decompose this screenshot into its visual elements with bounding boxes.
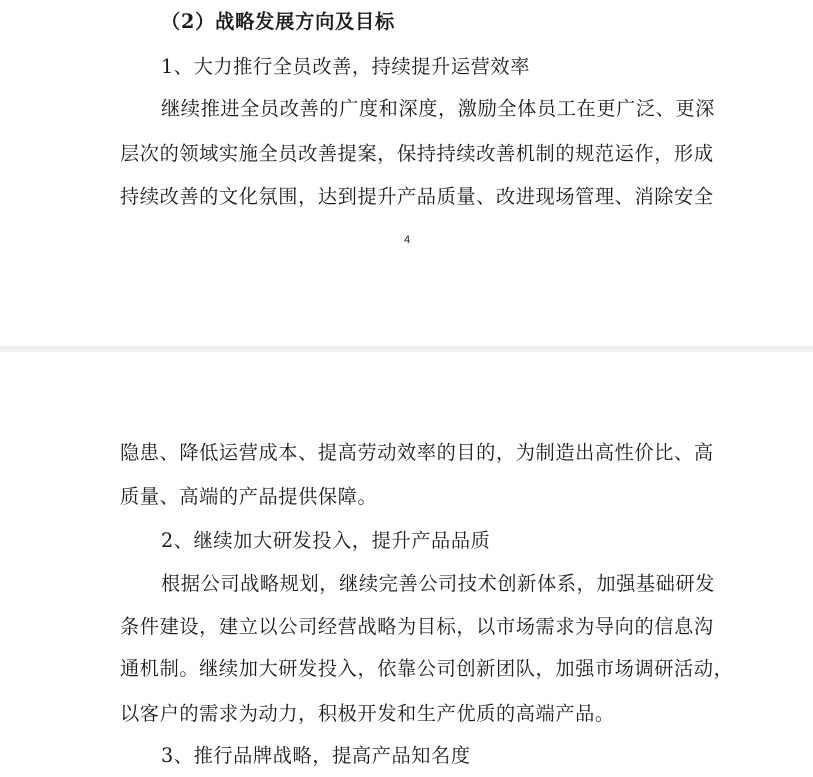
paragraph-1-line-3: 持续改善的文化氛围，达到提升产品质量、改进现场管理、消除安全 xyxy=(120,185,714,208)
paragraph-1-line-1: 继续推进全员改善的广度和深度，激励全体员工在更广泛、更深 xyxy=(161,97,716,120)
paragraph-1-line-5: 质量、高端的产品提供保障。 xyxy=(120,485,378,508)
page-number: 4 xyxy=(404,234,411,246)
document-page-4 xyxy=(0,0,813,346)
paragraph-2-line-4: 以客户的需求为动力，积极开发和生产优质的高端产品。 xyxy=(120,702,615,725)
item-1-title: 1、大力推行全员改善，持续提升运营效率 xyxy=(161,55,530,78)
paragraph-2-line-1: 根据公司战略规划，继续完善公司技术创新体系，加强基础研发 xyxy=(161,572,716,595)
paragraph-2-line-2: 条件建设，建立以公司经营战略为目标，以市场需求为导向的信息沟 xyxy=(120,615,714,638)
paragraph-1-line-4: 隐患、降低运营成本、提高劳动效率的目的，为制造出高性价比、高 xyxy=(120,441,714,464)
paragraph-2-line-3: 通机制。继续加大研发投入，依靠公司创新团队，加强市场调研活动， xyxy=(120,657,734,680)
section-heading: （2）战略发展方向及目标 xyxy=(161,10,396,33)
document-page-5 xyxy=(0,352,813,777)
paragraph-1-line-2: 层次的领域实施全员改善提案，保持持续改善机制的规范运作，形成 xyxy=(120,142,714,165)
item-3-title: 3、推行品牌战略，提高产品知名度 xyxy=(161,744,471,767)
item-2-title: 2、继续加大研发投入，提升产品品质 xyxy=(161,529,491,552)
